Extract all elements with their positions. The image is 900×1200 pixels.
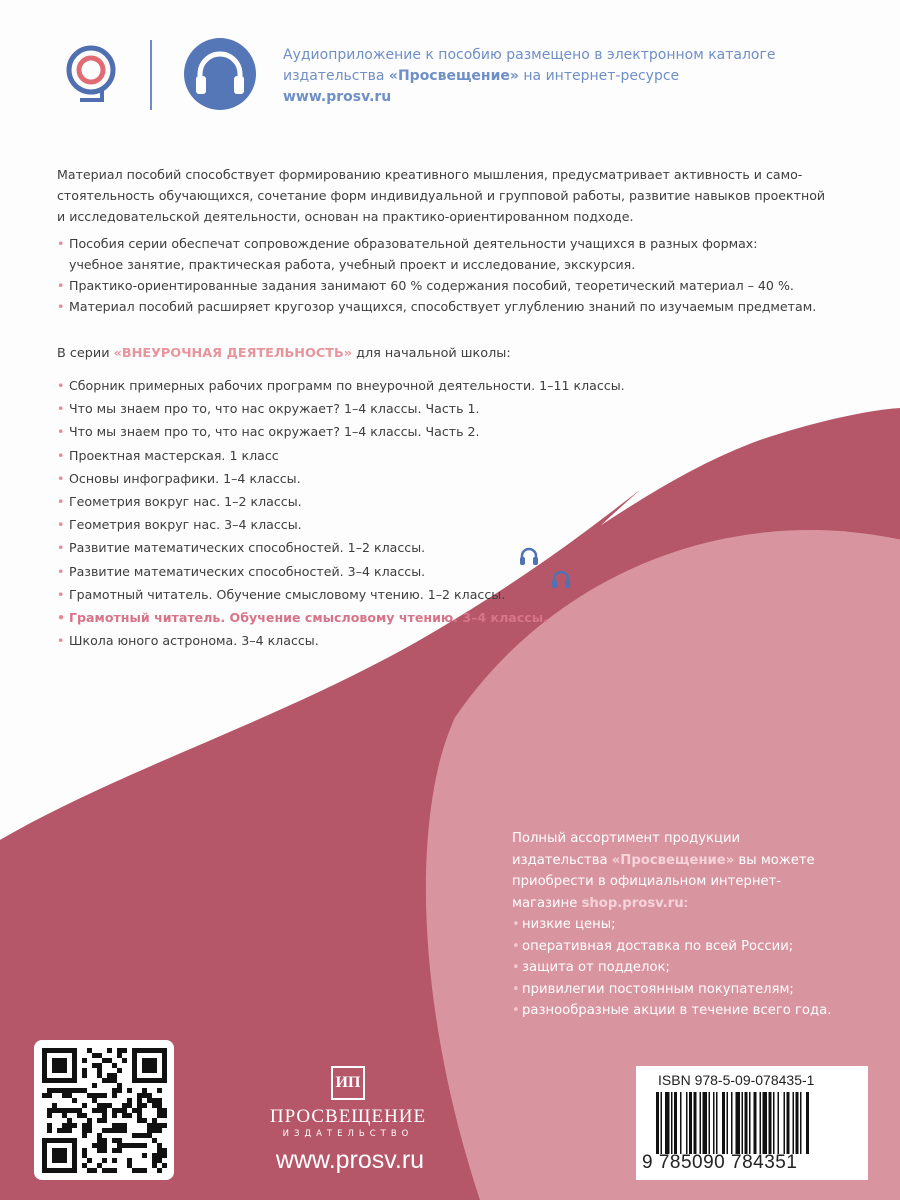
copyright-logo bbox=[62, 42, 120, 106]
shop-url-link[interactable]: shop.prosv.ru bbox=[581, 895, 684, 911]
intro-bullets bbox=[57, 233, 857, 317]
isbn-digits: 9 785090 784351 bbox=[642, 1152, 798, 1173]
headphones-icon bbox=[518, 545, 540, 567]
intro-line: и исследовательской деятельности, основан на практико-ориентированном подходе. bbox=[57, 209, 634, 224]
shop-line: Полный ассортимент продукции bbox=[512, 831, 741, 846]
audio-notice bbox=[283, 45, 843, 108]
list-item: • Геометрия вокруг нас. 3–4 классы. bbox=[57, 517, 302, 533]
publisher-subtitle: ИЗДАТЕЛЬСТВО bbox=[282, 1129, 414, 1139]
publisher-logo bbox=[258, 1066, 438, 1139]
list-item: • Основы инфографики. 1–4 классы. bbox=[57, 470, 301, 486]
list-item: • Практико-ориентированные задания занимают 60 % содержания пособий, теоретический материал – 40 %. bbox=[57, 278, 794, 293]
publisher-name: ПРОСВЕЩЕНИЕ bbox=[269, 1106, 427, 1127]
list-item: • Что мы знаем про то, что нас окружает? 1–4 классы. Часть 1. bbox=[57, 401, 480, 417]
audio-notice-line1: Аудиоприложение к пособию размещено в электронном каталоге bbox=[283, 47, 776, 63]
intro-line: Материал пособий способствует формированию креативного мышления, предусматривает активность и само- bbox=[57, 167, 803, 182]
list-item-current: • Грамотный читатель. Обучение смысловому чтению. 3–4 классы. bbox=[57, 610, 548, 626]
list-item: • Развитие математических способностей. 3–4 классы. bbox=[57, 563, 426, 579]
intro-paragraph bbox=[57, 164, 857, 227]
list-item: • Сборник примерных рабочих программ по внеурочной деятельности. 1–11 классы. bbox=[57, 378, 625, 393]
list-item: • Проектная мастерская. 1 класс bbox=[57, 447, 279, 463]
list-item: • оперативная доставка по всей России; bbox=[512, 938, 794, 954]
isbn-label: ISBN 978-5-09-078435-1 bbox=[658, 1072, 815, 1088]
intro-line: стоятельность обучающихся, сочетание форм индивидуальной и групповой работы, развитие навыков проектной bbox=[57, 188, 826, 203]
list-item: • Школа юного астронома. 3–4 классы. bbox=[57, 633, 319, 649]
list-item: • защита от подделок; bbox=[512, 960, 670, 975]
list-item: • привилегии постоянным покупателям; bbox=[512, 981, 794, 997]
shop-line: издательства «Просвещение» вы можете bbox=[512, 852, 815, 868]
list-item: • Материал пособий расширяет кругозор учащихся, способствует углублению знаний по изучаемым предметам. bbox=[57, 299, 817, 314]
list-item: • Геометрия вокруг нас. 1–2 классы. bbox=[57, 494, 302, 510]
list-item: • Развитие математических способностей. 1–2 классы. bbox=[57, 540, 426, 556]
series-heading: В серии «ВНЕУРОЧНАЯ ДЕЯТЕЛЬНОСТЬ» для начальной школы: bbox=[57, 346, 511, 361]
header-divider bbox=[150, 40, 152, 110]
headphones-icon bbox=[182, 36, 258, 112]
list-item: • Что мы знаем про то, что нас окружает? 1–4 классы. Часть 2. bbox=[57, 424, 480, 440]
list-item: • низкие цены; bbox=[512, 917, 616, 932]
publisher-url-link[interactable]: www.prosv.ru bbox=[275, 1146, 425, 1174]
series-list bbox=[57, 374, 757, 652]
headphones-icon bbox=[550, 568, 572, 590]
isbn-barcode bbox=[636, 1066, 868, 1180]
shop-info bbox=[512, 828, 872, 1022]
audio-url-link[interactable]: www.prosv.ru bbox=[283, 89, 392, 105]
qr-code[interactable] bbox=[34, 1040, 174, 1180]
shop-line: магазине shop.prosv.ru: bbox=[512, 895, 689, 911]
audio-notice-line2: издательства «Просвещение» на интернет-ресурсе bbox=[283, 68, 680, 84]
list-item: • Пособия серии обеспечат сопровождение образовательной деятельности учащихся в разных формах: учебное занятие, практическая работа, учебный проект и исследование, экскурсия. bbox=[57, 236, 758, 272]
list-item: • разнообразные акции в течение всего года. bbox=[512, 1003, 832, 1018]
publisher-logo-mark: ИП bbox=[331, 1066, 365, 1100]
shop-line: приобрести в официальном интернет- bbox=[512, 874, 782, 889]
list-item: • Грамотный читатель. Обучение смысловому чтению. 1–2 классы. bbox=[57, 586, 506, 602]
